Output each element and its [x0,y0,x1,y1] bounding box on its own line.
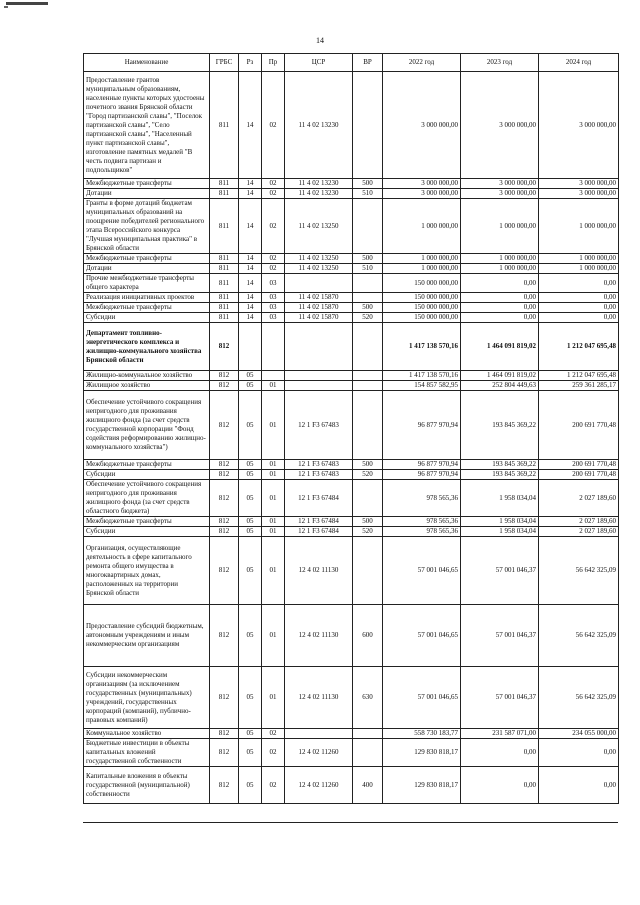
cell-vr: 520 [353,313,383,323]
cell-year-2023: 0,00 [461,767,539,804]
cell-year-2023: 193 845 369,22 [461,470,539,480]
cell-year-2023: 252 804 449,63 [461,381,539,391]
cell-pr: 01 [262,391,285,460]
cell-grbs: 811 [210,274,239,293]
cell-pr: 02 [262,264,285,274]
header-year-2023: 2023 год [461,54,539,72]
cell-name: Департамент топливно-энергетического комплекса и жилищно-коммунального хозяйства Брянской области [84,323,210,371]
cell-rz: 05 [239,729,262,739]
cell-csr: 12 1 F3 67483 [285,460,353,470]
cell-csr: 11 4 02 15870 [285,313,353,323]
cell-year-2023: 3 000 000,00 [461,72,539,179]
table-row [84,179,619,189]
cell-grbs: 812 [210,381,239,391]
cell-vr [353,739,383,767]
cell-name: Жилищно-коммунальное хозяйство [84,371,210,381]
cell-year-2022: 1 000 000,00 [383,264,461,274]
table-row [84,391,619,460]
cell-csr: 11 4 02 13250 [285,199,353,254]
cell-year-2022: 978 565,36 [383,527,461,537]
cell-grbs: 812 [210,667,239,729]
cell-year-2024: 1 000 000,00 [539,199,619,254]
table-row [84,537,619,605]
table-row [84,313,619,323]
cell-rz: 05 [239,605,262,667]
cell-year-2024: 3 000 000,00 [539,72,619,179]
cell-vr [353,323,383,371]
cell-pr: 01 [262,667,285,729]
cell-year-2022: 1 000 000,00 [383,199,461,254]
cell-pr: 01 [262,470,285,480]
cell-name: Дотации [84,264,210,274]
cell-grbs: 812 [210,537,239,605]
cell-year-2022: 129 830 818,17 [383,767,461,804]
cell-grbs: 812 [210,391,239,460]
cell-year-2024: 0,00 [539,274,619,293]
cell-vr: 630 [353,667,383,729]
cell-vr: 400 [353,767,383,804]
cell-grbs: 812 [210,605,239,667]
budget-table [83,53,619,804]
cell-year-2022: 978 565,36 [383,480,461,517]
table-row [84,72,619,179]
cell-vr [353,729,383,739]
header-year-2022: 2022 год [383,54,461,72]
page-number: 14 [316,36,324,45]
cell-name: Предоставление грантов муниципальным образованиям, населенные пункты которых удостоены почетного звания Брянской области "Город партизанской славы", "Поселок партизанской славы", "Село партизанской славы", "Населенный пункт партизанской славы", изготовление памятных медалей "В честь подвига партизан и подпольщиков" [84,72,210,179]
cell-year-2022: 150 000 000,00 [383,303,461,313]
table-row [84,274,619,293]
cell-year-2024: 0,00 [539,313,619,323]
table-row [84,199,619,254]
cell-year-2024: 234 055 000,00 [539,729,619,739]
cell-rz: 14 [239,189,262,199]
cell-pr: 02 [262,729,285,739]
table-row [84,293,619,303]
cell-csr: 11 4 02 13250 [285,264,353,274]
cell-year-2022: 129 830 818,17 [383,739,461,767]
table-row [84,460,619,470]
cell-pr [262,323,285,371]
cell-grbs: 811 [210,264,239,274]
cell-pr: 03 [262,303,285,313]
cell-rz: 05 [239,517,262,527]
cell-csr [285,729,353,739]
cell-grbs: 811 [210,313,239,323]
cell-year-2024: 56 642 325,09 [539,537,619,605]
cell-year-2024: 259 361 285,17 [539,381,619,391]
cell-csr [285,274,353,293]
cell-vr: 510 [353,264,383,274]
cell-vr: 520 [353,470,383,480]
cell-rz: 14 [239,313,262,323]
cell-rz [239,323,262,371]
cell-rz: 05 [239,767,262,804]
cell-year-2023: 231 587 071,00 [461,729,539,739]
cell-year-2024: 0,00 [539,303,619,313]
cell-year-2024: 200 691 770,48 [539,460,619,470]
cell-csr [285,323,353,371]
scan-artifact [4,6,8,8]
cell-name: Гранты в форме дотаций бюджетам муниципальных образований на поощрение победителей регионального этапа Всероссийского конкурса "Лучшая муниципальная практика" в Брянской области [84,199,210,254]
cell-rz: 14 [239,72,262,179]
table-row [84,517,619,527]
cell-csr: 11 4 02 15870 [285,293,353,303]
cell-grbs: 811 [210,179,239,189]
cell-pr: 01 [262,460,285,470]
cell-vr: 500 [353,303,383,313]
cell-vr: 500 [353,179,383,189]
cell-grbs: 811 [210,189,239,199]
table-bottom-rule [83,822,618,823]
cell-year-2023: 0,00 [461,739,539,767]
cell-grbs: 812 [210,517,239,527]
table-header-row [84,54,619,72]
cell-grbs: 811 [210,293,239,303]
cell-csr: 12 4 02 11260 [285,767,353,804]
cell-year-2022: 57 001 046,65 [383,537,461,605]
cell-vr: 520 [353,527,383,537]
cell-pr: 03 [262,293,285,303]
cell-year-2024: 0,00 [539,293,619,303]
cell-year-2022: 3 000 000,00 [383,179,461,189]
cell-name: Межбюджетные трансферты [84,179,210,189]
cell-name: Капитальные вложения в объекты государственной (муниципальной) собственности [84,767,210,804]
cell-year-2022: 1 417 138 570,16 [383,323,461,371]
cell-pr: 03 [262,313,285,323]
cell-year-2022: 3 000 000,00 [383,189,461,199]
cell-vr [353,274,383,293]
cell-year-2023: 1 958 034,04 [461,517,539,527]
cell-year-2023: 3 000 000,00 [461,179,539,189]
cell-vr: 500 [353,517,383,527]
cell-name: Межбюджетные трансферты [84,460,210,470]
cell-name: Реализация инициативных проектов [84,293,210,303]
cell-year-2024: 1 000 000,00 [539,264,619,274]
header-csr: ЦСР [285,54,353,72]
cell-pr: 02 [262,199,285,254]
cell-year-2022: 57 001 046,65 [383,605,461,667]
table-row [84,605,619,667]
table-row [84,767,619,804]
cell-year-2022: 1 000 000,00 [383,254,461,264]
cell-rz: 14 [239,293,262,303]
header-name: Наименование [84,54,210,72]
cell-csr: 12 4 02 11130 [285,605,353,667]
cell-year-2023: 1 958 034,04 [461,527,539,537]
cell-rz: 14 [239,199,262,254]
cell-rz: 05 [239,391,262,460]
header-pr: Пр [262,54,285,72]
cell-csr: 12 1 F3 67484 [285,527,353,537]
cell-vr [353,293,383,303]
table-row [84,739,619,767]
cell-name: Субсидии некоммерческим организациям (за исключением государственных (муниципальных) учреждений, государственных корпораций (компаний), публично-правовых компаний) [84,667,210,729]
cell-year-2024: 3 000 000,00 [539,189,619,199]
cell-year-2023: 1 000 000,00 [461,264,539,274]
cell-grbs: 811 [210,199,239,254]
cell-year-2023: 0,00 [461,313,539,323]
cell-year-2024: 0,00 [539,767,619,804]
table-row [84,381,619,391]
table-row [84,667,619,729]
cell-csr: 12 4 02 11130 [285,667,353,729]
cell-name: Межбюджетные трансферты [84,254,210,264]
cell-year-2023: 0,00 [461,303,539,313]
cell-year-2024: 56 642 325,09 [539,667,619,729]
cell-year-2023: 1 958 034,04 [461,480,539,517]
cell-pr: 02 [262,179,285,189]
cell-year-2023: 1 464 091 819,02 [461,371,539,381]
cell-pr: 01 [262,381,285,391]
cell-csr: 12 4 02 11260 [285,739,353,767]
cell-vr [353,537,383,605]
cell-rz: 14 [239,274,262,293]
cell-rz: 05 [239,527,262,537]
cell-year-2022: 57 001 046,65 [383,667,461,729]
cell-year-2023: 57 001 046,37 [461,605,539,667]
cell-year-2024: 2 027 189,60 [539,527,619,537]
cell-pr: 01 [262,605,285,667]
cell-year-2022: 96 877 970,94 [383,470,461,480]
table-row [84,729,619,739]
cell-csr: 11 4 02 13230 [285,72,353,179]
cell-year-2024: 200 691 770,48 [539,391,619,460]
cell-csr: 12 1 F3 67484 [285,480,353,517]
cell-name: Коммунальное хозяйство [84,729,210,739]
cell-grbs: 811 [210,72,239,179]
table-row [84,371,619,381]
cell-year-2022: 96 877 970,94 [383,460,461,470]
cell-vr [353,199,383,254]
cell-grbs: 812 [210,739,239,767]
table-row [84,189,619,199]
cell-pr [262,371,285,381]
cell-name: Обеспечение устойчивого сокращения непригодного для проживания жилищного фонда (за счет средств областного бюджета) [84,480,210,517]
cell-year-2024: 2 027 189,60 [539,517,619,527]
table-row [84,527,619,537]
cell-vr [353,480,383,517]
cell-name: Субсидии [84,527,210,537]
cell-year-2023: 3 000 000,00 [461,189,539,199]
cell-csr [285,381,353,391]
cell-year-2024: 0,00 [539,739,619,767]
cell-year-2022: 96 877 970,94 [383,391,461,460]
cell-pr: 01 [262,527,285,537]
cell-rz: 14 [239,254,262,264]
table-row [84,254,619,264]
cell-csr: 11 4 02 13230 [285,179,353,189]
cell-year-2022: 150 000 000,00 [383,274,461,293]
cell-grbs: 811 [210,254,239,264]
cell-year-2024: 56 642 325,09 [539,605,619,667]
cell-year-2022: 3 000 000,00 [383,72,461,179]
cell-name: Бюджетные инвестиции в объекты капитальных вложений государственной собственности [84,739,210,767]
cell-year-2022: 978 565,36 [383,517,461,527]
cell-pr: 01 [262,480,285,517]
cell-grbs: 812 [210,470,239,480]
cell-year-2023: 1 000 000,00 [461,254,539,264]
cell-vr: 500 [353,254,383,264]
cell-rz: 14 [239,179,262,189]
cell-year-2022: 154 857 582,95 [383,381,461,391]
table-row [84,323,619,371]
cell-year-2023: 193 845 369,22 [461,391,539,460]
cell-name: Жилищное хозяйство [84,381,210,391]
cell-vr [353,371,383,381]
cell-grbs: 812 [210,371,239,381]
header-vr: ВР [353,54,383,72]
cell-year-2024: 1 000 000,00 [539,254,619,264]
table-row [84,470,619,480]
cell-grbs: 811 [210,303,239,313]
cell-year-2023: 1 000 000,00 [461,199,539,254]
cell-csr: 11 4 02 15870 [285,303,353,313]
table-row [84,480,619,517]
cell-pr: 02 [262,72,285,179]
cell-year-2024: 2 027 189,60 [539,480,619,517]
header-year-2024: 2024 год [539,54,619,72]
cell-grbs: 812 [210,480,239,517]
cell-rz: 05 [239,371,262,381]
cell-grbs: 812 [210,767,239,804]
table-row [84,264,619,274]
cell-year-2024: 1 212 047 695,48 [539,323,619,371]
cell-vr: 600 [353,605,383,667]
cell-name: Субсидии [84,313,210,323]
cell-csr: 11 4 02 13250 [285,254,353,264]
cell-year-2023: 193 845 369,22 [461,460,539,470]
cell-year-2023: 1 464 091 819,02 [461,323,539,371]
cell-vr: 500 [353,460,383,470]
cell-year-2022: 150 000 000,00 [383,313,461,323]
table-body [84,72,619,804]
cell-pr: 02 [262,739,285,767]
cell-vr [353,391,383,460]
cell-pr: 02 [262,254,285,264]
header-rz: Рз [239,54,262,72]
cell-year-2024: 200 691 770,48 [539,470,619,480]
cell-csr: 12 4 02 11130 [285,537,353,605]
cell-rz: 05 [239,470,262,480]
table-row [84,303,619,313]
cell-vr: 510 [353,189,383,199]
cell-vr [353,72,383,179]
cell-name: Прочие межбюджетные трансферты общего характера [84,274,210,293]
cell-grbs: 812 [210,460,239,470]
cell-year-2023: 57 001 046,37 [461,537,539,605]
cell-csr: 11 4 02 13230 [285,189,353,199]
cell-name: Межбюджетные трансферты [84,517,210,527]
cell-year-2023: 0,00 [461,274,539,293]
cell-year-2024: 1 212 047 695,48 [539,371,619,381]
cell-csr [285,371,353,381]
cell-name: Субсидии [84,470,210,480]
cell-year-2022: 150 000 000,00 [383,293,461,303]
cell-rz: 05 [239,739,262,767]
cell-rz: 14 [239,264,262,274]
cell-name: Межбюджетные трансферты [84,303,210,313]
cell-rz: 05 [239,537,262,605]
cell-pr: 02 [262,767,285,804]
cell-rz: 05 [239,460,262,470]
cell-year-2022: 1 417 138 570,16 [383,371,461,381]
cell-name: Обеспечение устойчивого сокращения непригодного для проживания жилищного фонда (за счет средств государственной корпорации "Фонд содействия реформированию жилищно-коммунального хозяйства") [84,391,210,460]
cell-year-2023: 57 001 046,37 [461,667,539,729]
cell-rz: 14 [239,303,262,313]
cell-pr: 02 [262,189,285,199]
cell-csr: 12 1 F3 67483 [285,470,353,480]
cell-grbs: 812 [210,527,239,537]
cell-year-2022: 558 730 183,77 [383,729,461,739]
cell-rz: 05 [239,667,262,729]
cell-pr: 01 [262,517,285,527]
cell-grbs: 812 [210,729,239,739]
scan-artifact [6,2,48,5]
cell-rz: 05 [239,381,262,391]
cell-name: Предоставление субсидий бюджетным, автономным учреждениям и иным некоммерческим организациям [84,605,210,667]
cell-name: Организация, осуществляющие деятельность в сфере капитального ремонта общего имущества в многоквартирных домах, расположенных на территории Брянской области [84,537,210,605]
cell-name: Дотации [84,189,210,199]
cell-pr: 03 [262,274,285,293]
header-grbs: ГРБС [210,54,239,72]
cell-year-2023: 0,00 [461,293,539,303]
cell-rz: 05 [239,480,262,517]
cell-pr: 01 [262,537,285,605]
cell-csr: 12 1 F3 67484 [285,517,353,527]
cell-year-2024: 3 000 000,00 [539,179,619,189]
cell-grbs: 812 [210,323,239,371]
cell-csr: 12 1 F3 67483 [285,391,353,460]
cell-vr [353,381,383,391]
